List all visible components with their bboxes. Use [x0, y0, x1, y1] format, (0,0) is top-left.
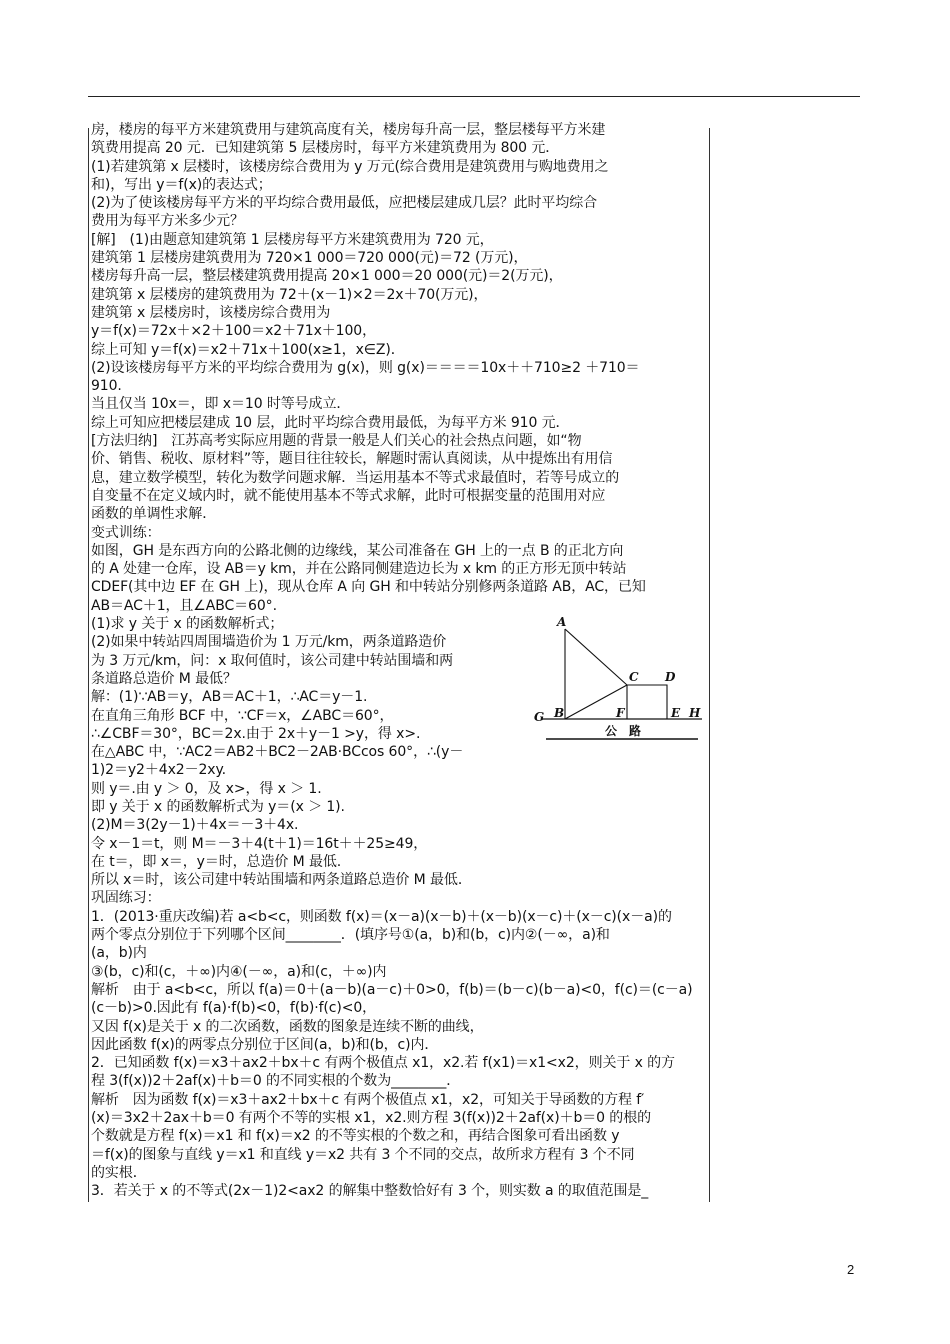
- text-line: 解：(1)∵AB＝y，AB＝AC＋1，∴AC＝y－1.: [91, 689, 368, 706]
- text-line: 建筑第 x 层楼房的建筑费用为 72＋(x－1)×2＝2x＋70(万元)，: [91, 286, 488, 303]
- text-line: 即 y 关于 x 的函数解析式为 y＝(x ＞ 1).: [91, 798, 345, 815]
- text-line: 条道路总造价 M 最低？: [91, 670, 237, 687]
- text-line: 函数的单调性求解．: [91, 506, 217, 523]
- text-line: 910.: [91, 378, 122, 395]
- text-line: 2．已知函数 f(x)＝x3＋ax2＋bx＋c 有两个极值点 x1，x2.若 f(x1)＝x1<x2，则关于 x 的方: [91, 1055, 675, 1072]
- text-line: (1)求 y 关于 x 的函数解析式；: [91, 616, 284, 633]
- text-line: 解析 因为函数 f(x)＝x3＋ax2＋bx＋c 有两个极值点 x1，x2，可知关于导函数的方程 f′: [91, 1091, 645, 1108]
- text-line: 又因 f(x)是关于 x 的二次函数，函数的图象是连续不断的曲线，: [91, 1018, 484, 1035]
- header-rule: [88, 96, 860, 97]
- text-line: ③(b，c)和(c，＋∞)内④(－∞，a)和(c，＋∞)内: [91, 963, 387, 980]
- text-line: ∴∠CBF＝30°，BC＝2x.由于 2x＋y－1 >y，得 x>.: [91, 725, 421, 742]
- label-b: B: [554, 706, 565, 720]
- text-line: 变式训练：: [91, 524, 161, 541]
- label-e: E: [671, 706, 681, 720]
- label-c: C: [629, 670, 639, 684]
- text-line: 在直角三角形 BCF 中，∵CF＝x，∠ABC＝60°，: [91, 707, 394, 724]
- text-line: 在 t＝，即 x＝，y＝时，总造价 M 最低.: [91, 853, 342, 870]
- label-f: F: [616, 706, 625, 720]
- text-line: 1)2＝y2＋4x2－2xy.: [91, 762, 226, 779]
- text-line: y＝f(x)＝72x＋×2＋100＝x2＋71x＋100，: [91, 323, 376, 340]
- label-h: H: [689, 706, 701, 720]
- text-line: 解析 由于 a<b<c，所以 f(a)＝0＋(a－b)(a－c)＋0>0，f(b)＝(b－c)(b－a)<0，f(c)＝(c－a): [91, 981, 693, 998]
- label-g: G: [534, 710, 545, 724]
- text-line: 为 3 万元/km，问：x 取何值时，该公司建中转站围墙和两: [91, 652, 454, 669]
- text-line: 综上可知 y＝f(x)＝x2＋71x＋100(x≥1，x∈Z)．: [91, 341, 405, 358]
- square-cdef: [627, 685, 667, 719]
- page-number: 2: [847, 1262, 855, 1277]
- text-line: 如图，GH 是东西方向的公路北侧的边缘线，某公司准备在 GH 上的一点 B 的正北方向: [91, 542, 624, 559]
- text-line: 和)，写出 y＝f(x)的表达式；: [91, 176, 272, 193]
- text-line: 费用为每平方米多少元？: [91, 213, 244, 230]
- segment-ac: [565, 629, 627, 685]
- text-line: [解] (1)由题意知建筑第 1 层楼房每平方米建筑费用为 720 元，: [91, 231, 494, 248]
- text-line: ＝f(x)的图象与直线 y＝x1 和直线 y＝x2 共有 3 个不同的交点，故所求方程有 3 个不同: [91, 1146, 635, 1163]
- text-line: 的实根．: [91, 1164, 147, 1181]
- text-line: 筑费用提高 20 元．已知建筑第 5 层楼房时，每平方米建筑费用为 800 元．: [91, 140, 560, 157]
- text-line: 程 3(f(x))2＋2af(x)＋b＝0 的不同实根的个数为________．: [91, 1073, 461, 1090]
- text-line: 房，楼房的每平方米建筑费用与建筑高度有关，楼房每升高一层，整层楼每平方米建: [91, 122, 606, 138]
- text-line: 楼房每升高一层，整层楼建筑费用提高 20×1 000＝20 000(元)＝2(万元)，: [91, 268, 563, 285]
- text-line: 1．(2013·重庆改编)若 a<b<c，则函数 f(x)＝(x－a)(x－b)＋(x－b)(x－c)＋(x－c)(x－a)的: [91, 908, 672, 925]
- text-line: AB＝AC＋1，且∠ABC＝60°.: [91, 597, 277, 614]
- left-border: [88, 128, 89, 1202]
- label-d: D: [665, 670, 676, 684]
- text-line: 在△ABC 中，∵AC2＝AB2＋BC2－2AB·BCcos 60°，∴(y－: [91, 744, 464, 761]
- text-line: (x)＝3x2＋2ax＋b＝0 有两个不等的实根 x1，x2.则方程 3(f(x))2＋2af(x)＋b＝0 的根的: [91, 1110, 652, 1127]
- text-line: 自变量不在定义域内时，就不能使用基本不等式求解，此时可根据变量的范围用对应: [91, 487, 606, 504]
- text-line: 3．若关于 x 的不等式(2x－1)2<ax2 的解集中整数恰好有 3 个，则实数 a 的取值范围是_: [91, 1183, 649, 1200]
- text-line: 建筑第 1 层楼房建筑费用为 720×1 000＝720 000(元)＝72 (万元)，: [91, 250, 528, 267]
- text-line: 价、销售、税收、原材料”等，题目往往较长，解题时需认真阅读，从中提炼出有用信: [91, 451, 613, 468]
- text-line: (2)为了使该楼房每平方米的平均综合费用最低，应把楼层建成几层？此时平均综合: [91, 195, 598, 212]
- text-line: CDEF(其中边 EF 在 GH 上)，现从仓库 A 向 GH 和中转站分别修两条道路 AB，AC，已知: [91, 579, 646, 596]
- text-line: 因此函数 f(x)的两零点分别位于区间(a，b)和(b，c)内．: [91, 1036, 439, 1053]
- text-line: 个数就是方程 f(x)＝x1 和 f(x)＝x2 的不等实根的个数之和，再结合图象可看出函数 y: [91, 1128, 620, 1145]
- text-line: 所以 x＝时，该公司建中转站围墙和两条道路总造价 M 最低．: [91, 872, 472, 889]
- text-line: 综上可知应把楼层建成 10 层，此时平均综合费用最低，为每平方米 910 元．: [91, 414, 570, 431]
- label-a: A: [557, 615, 567, 629]
- text-line: (2)设该楼房每平方米的平均综合费用为 g(x)，则 g(x)＝＝＝＝10x＋＋710≥2 ＋710＝: [91, 359, 640, 376]
- text-line: 两个零点分别位于下列哪个区间________．(填序号①(a，b)和(b，c)内②(－∞，a)和: [91, 927, 610, 944]
- text-line: 巩固练习：: [91, 890, 161, 907]
- text-line: (2)如果中转站四周围墙造价为 1 万元/km，两条道路造价: [91, 634, 447, 651]
- geometry-figure: [532, 613, 702, 743]
- text-line: 当且仅当 10x＝，即 x＝10 时等号成立．: [91, 396, 351, 413]
- text-line: [方法归纳] 江苏高考实际应用题的背景一般是人们关心的社会热点问题，如“物: [91, 433, 582, 450]
- text-line: 息，建立数学模型，转化为数学问题求解．当运用基本不等式求最值时，若等号成立的: [91, 469, 620, 486]
- text-line: (1)若建筑第 x 层楼时，该楼房综合费用为 y 万元(综合费用是建筑费用与购地费用之: [91, 158, 609, 175]
- text-line: (a，b)内: [91, 945, 147, 962]
- right-border: [709, 128, 710, 1202]
- text-line: (c－b)>0.因此有 f(a)·f(b)<0，f(b)·f(c)<0，: [91, 1000, 377, 1017]
- text-line: 则 y＝.由 y ＞ 0，及 x>，得 x ＞ 1.: [91, 780, 322, 797]
- text-line: 的 A 处建一仓库，设 AB＝y km，并在公路同侧建造边长为 x km 的正方形无顶中转站: [91, 561, 627, 578]
- text-line: (2)M＝3(2y－1)＋4x＝－3＋4x.: [91, 817, 299, 834]
- text-line: 令 x－1＝t，则 M＝－3＋4(t＋1)＝16t＋＋25≥49，: [91, 835, 428, 852]
- road-label: 公 路: [605, 724, 642, 738]
- text-line: 建筑第 x 层楼房时，该楼房综合费用为: [91, 304, 331, 321]
